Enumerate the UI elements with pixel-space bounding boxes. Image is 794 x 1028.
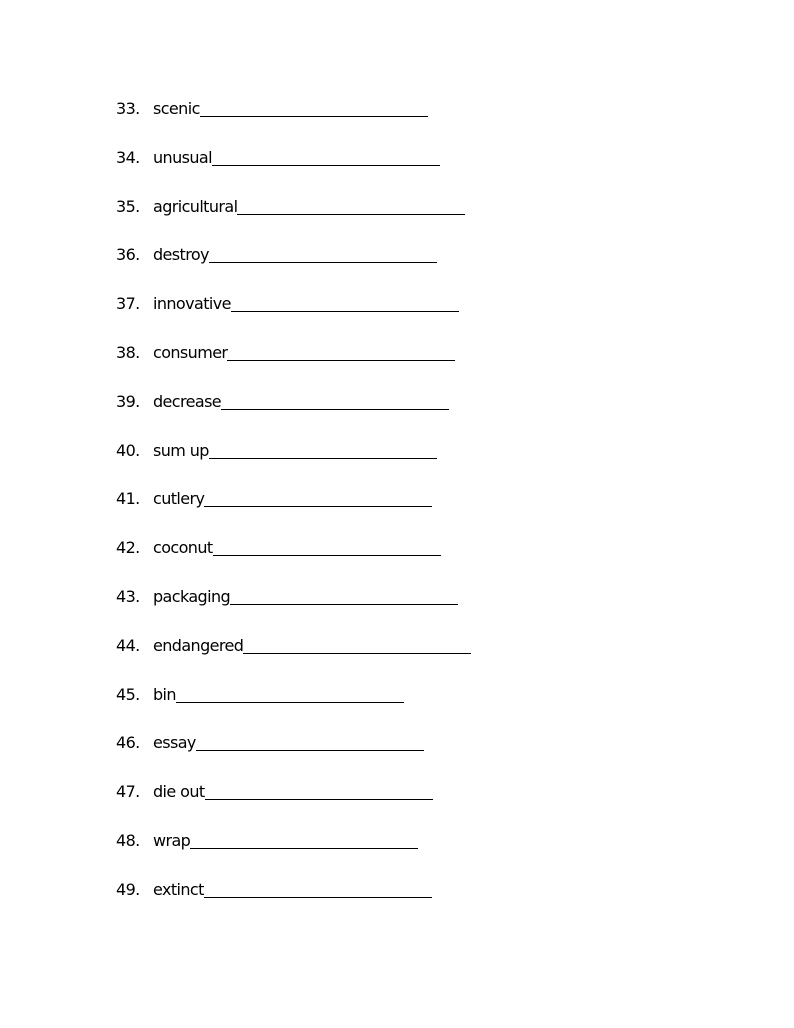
- item-number: 36.: [116, 245, 140, 265]
- list-item: [116, 779, 471, 828]
- item-number: 45.: [116, 684, 140, 704]
- item-number: 46.: [116, 733, 140, 753]
- list-item: [116, 389, 471, 438]
- list-item: [116, 584, 471, 633]
- item-word: destroy: [153, 245, 209, 265]
- list-item: [116, 145, 471, 194]
- answer-line[interactable]: [227, 340, 455, 361]
- item-word: cutlery: [153, 489, 205, 509]
- item-number: 35.: [116, 196, 140, 216]
- answer-line[interactable]: [243, 633, 471, 654]
- list-item: [116, 828, 471, 877]
- item-number: 39.: [116, 391, 140, 411]
- item-word: innovative: [153, 294, 231, 314]
- item-number: 37.: [116, 294, 140, 314]
- answer-line[interactable]: [213, 535, 441, 556]
- item-number: 44.: [116, 635, 140, 655]
- answer-line[interactable]: [209, 242, 437, 263]
- item-number: 47.: [116, 782, 140, 802]
- answer-line[interactable]: [204, 486, 432, 507]
- item-number: 38.: [116, 342, 140, 362]
- answer-line[interactable]: [176, 682, 404, 703]
- item-number: 40.: [116, 440, 140, 460]
- answer-line[interactable]: [204, 877, 432, 898]
- item-word: endangered: [153, 635, 244, 655]
- item-word: unusual: [153, 147, 212, 167]
- answer-line[interactable]: [230, 584, 458, 605]
- item-number: 42.: [116, 538, 140, 558]
- answer-line[interactable]: [237, 194, 465, 215]
- answer-line[interactable]: [231, 291, 459, 312]
- item-number: 41.: [116, 489, 140, 509]
- answer-line[interactable]: [205, 779, 433, 800]
- item-word: packaging: [153, 586, 231, 606]
- list-item: [116, 340, 471, 389]
- item-number: 34.: [116, 147, 140, 167]
- item-word: extinct: [153, 879, 204, 899]
- answer-line[interactable]: [200, 96, 428, 117]
- list-item: [116, 291, 471, 340]
- item-number: 48.: [116, 830, 140, 850]
- list-item: [116, 194, 471, 243]
- answer-line[interactable]: [221, 389, 449, 410]
- item-word: agricultural: [153, 196, 238, 216]
- item-word: scenic: [153, 99, 200, 118]
- item-number: 49.: [116, 879, 140, 899]
- item-word: essay: [153, 733, 196, 753]
- list-item: [116, 633, 471, 682]
- item-number: 33.: [116, 99, 140, 118]
- item-word: decrease: [153, 391, 222, 411]
- item-word: bin: [153, 684, 176, 704]
- item-word: wrap: [153, 830, 191, 850]
- item-word: sum up: [153, 440, 209, 460]
- vocabulary-list: [116, 96, 471, 926]
- list-item: [116, 438, 471, 487]
- answer-line[interactable]: [209, 438, 437, 459]
- list-item: [116, 730, 471, 779]
- item-number: 43.: [116, 586, 140, 606]
- answer-line[interactable]: [212, 145, 440, 166]
- answer-line[interactable]: [190, 828, 418, 849]
- list-item: [116, 242, 471, 291]
- list-item: [116, 535, 471, 584]
- list-item: [116, 96, 471, 145]
- list-item: [116, 682, 471, 731]
- list-item: [116, 486, 471, 535]
- item-word: die out: [153, 782, 205, 802]
- item-word: consumer: [153, 342, 228, 362]
- answer-line[interactable]: [196, 730, 424, 751]
- list-item: [116, 877, 471, 926]
- item-word: coconut: [153, 538, 213, 558]
